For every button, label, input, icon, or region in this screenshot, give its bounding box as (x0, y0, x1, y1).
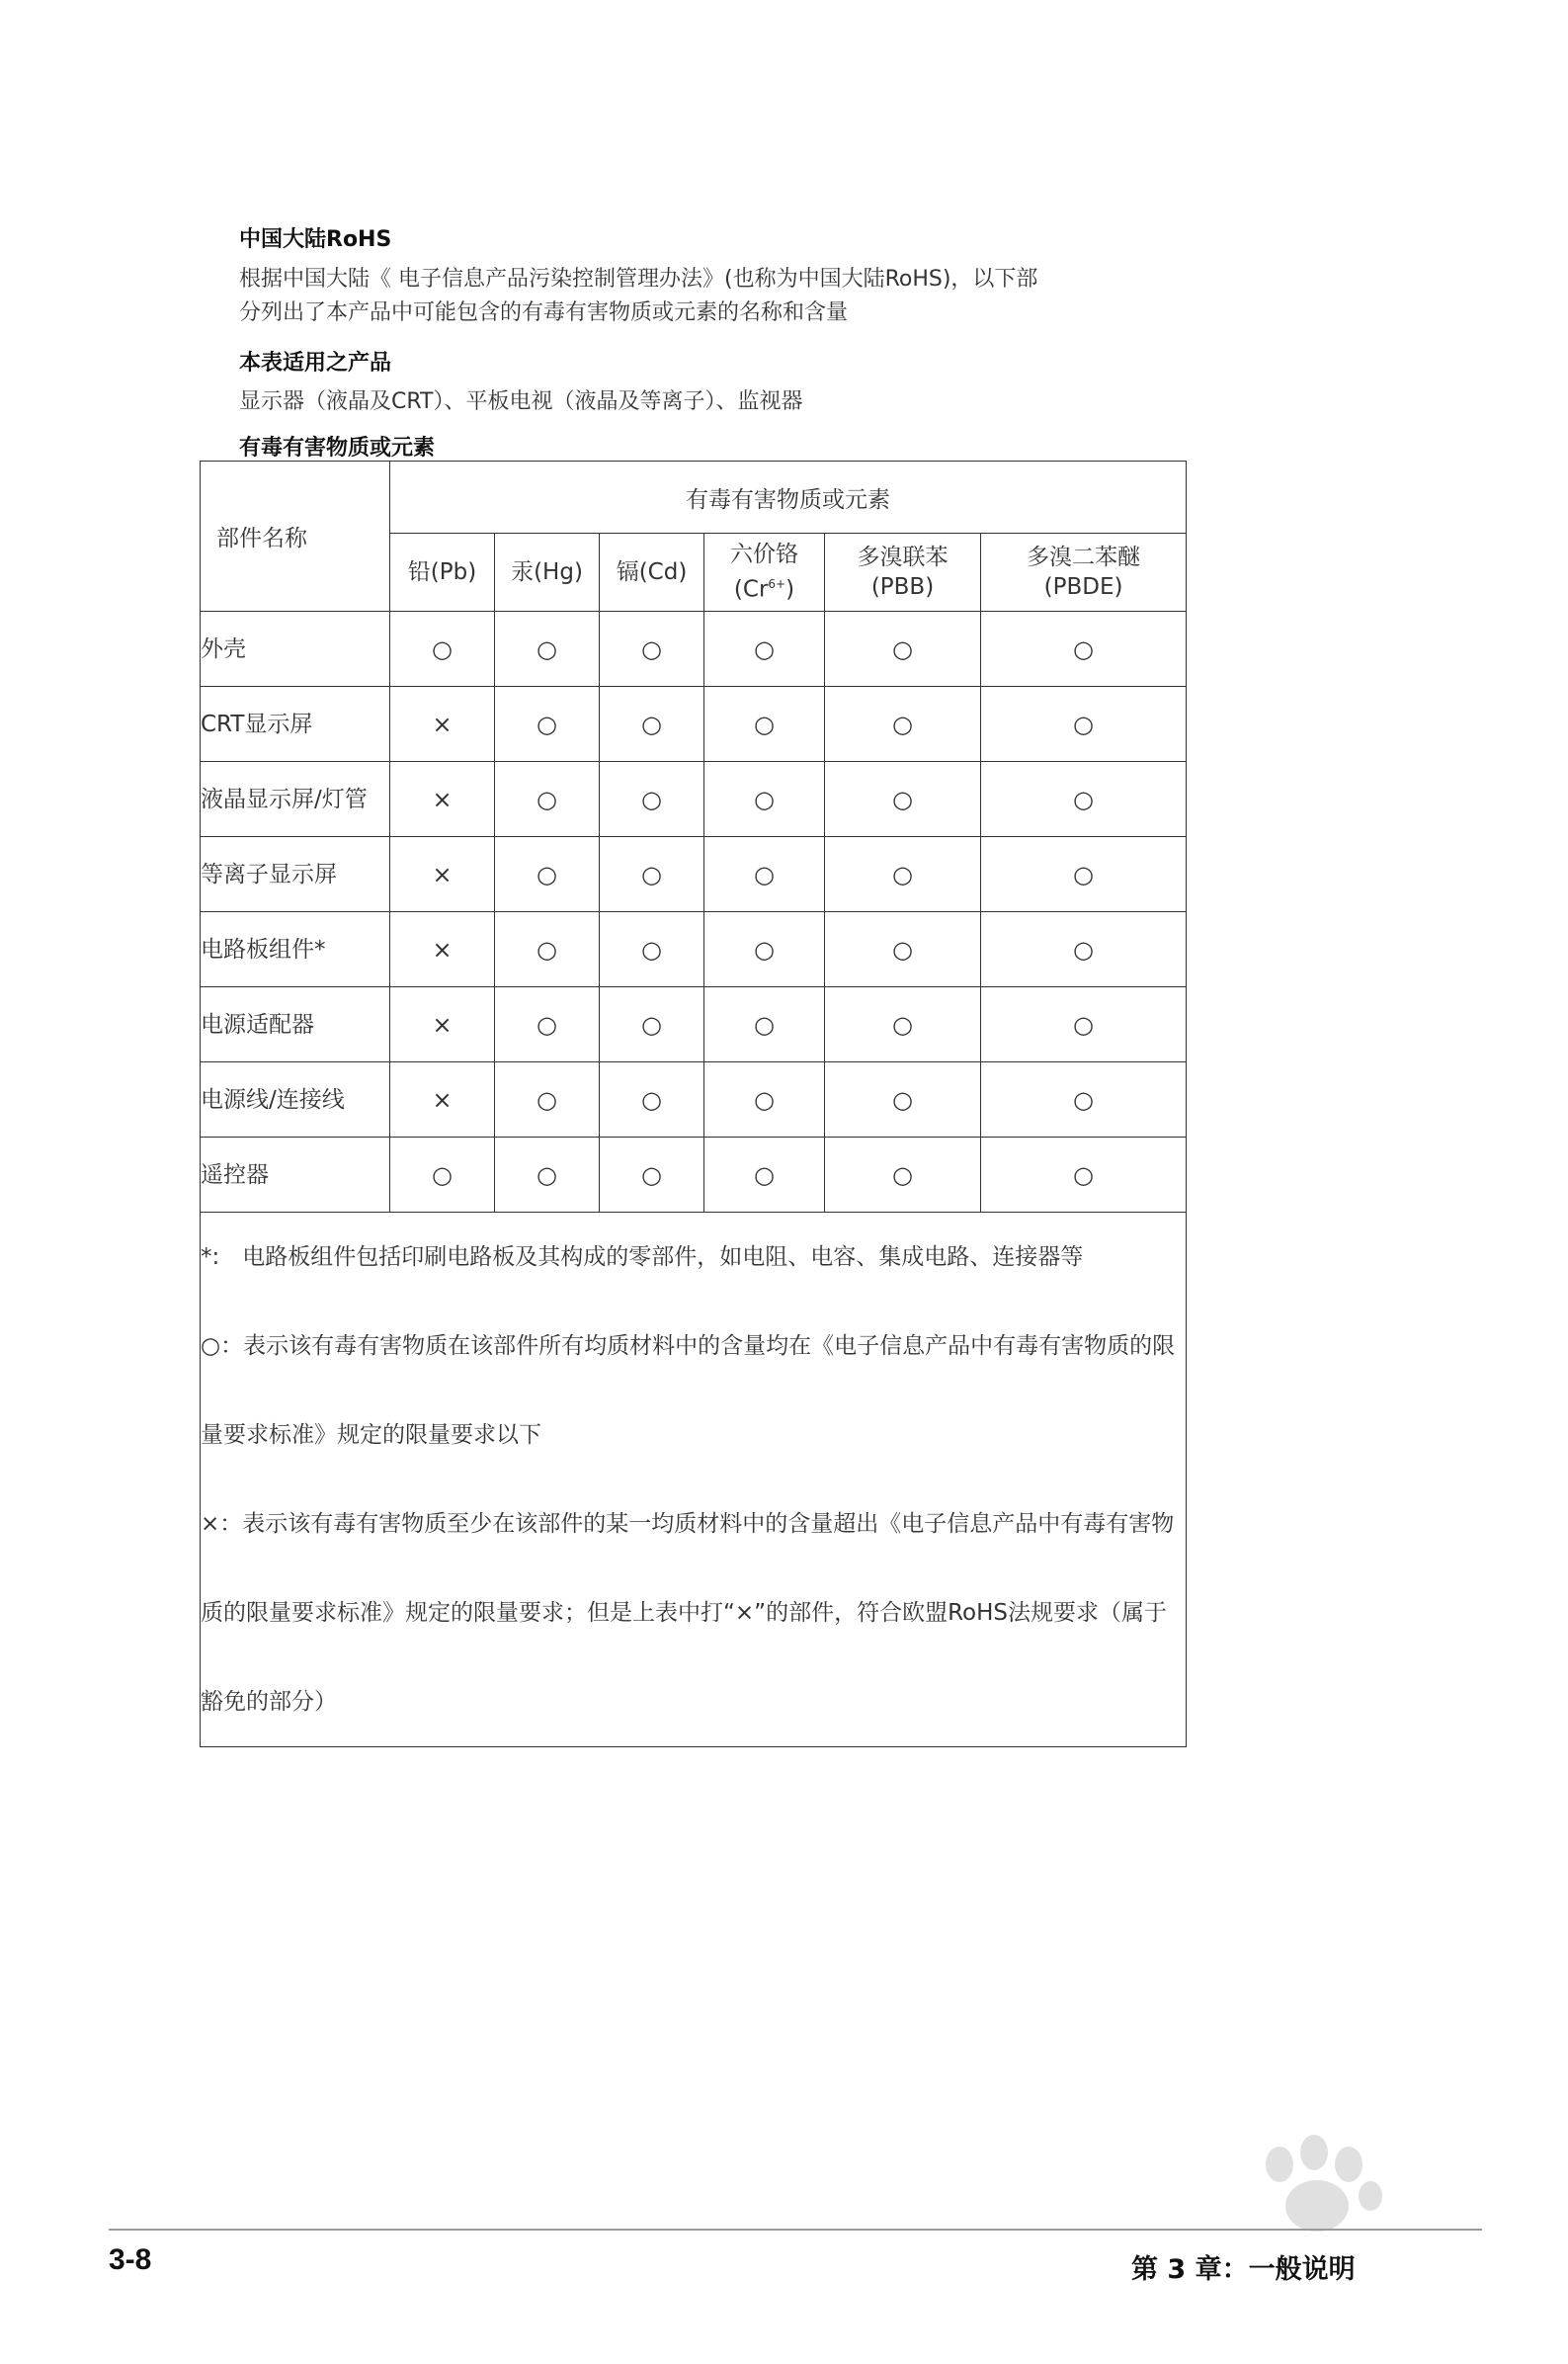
compliance-mark-cell: ○ (825, 1138, 981, 1213)
substance-formula (704, 569, 824, 605)
compliance-mark-cell: × (390, 912, 495, 987)
compliance-mark-cell: ○ (704, 1062, 825, 1138)
table-notes (201, 1213, 1187, 1747)
baidu-jingyan-watermark (1112, 2125, 1507, 2322)
formula-text: (PBDE) (1043, 574, 1123, 600)
part-name-cell: 电源适配器 (201, 987, 390, 1062)
substances-header: 有毒有害物质或元素 (390, 462, 1187, 534)
compliance-mark-cell: ○ (704, 912, 825, 987)
compliance-mark-cell: ○ (981, 1062, 1187, 1138)
table-row (201, 1138, 1187, 1213)
paw-logo-icon (1112, 2125, 1507, 2322)
compliance-mark-cell: ○ (600, 612, 704, 687)
compliance-mark-cell: × (390, 1062, 495, 1138)
substance-name: 铅(Pb) (407, 559, 477, 585)
compliance-mark-cell: ○ (495, 837, 600, 912)
applicable-heading: 本表适用之产品 (239, 351, 392, 376)
compliance-mark-cell: ○ (825, 762, 981, 837)
compliance-mark-cell: ○ (600, 912, 704, 987)
applicable-products: 显示器（液晶及CRT）、平板电视（液晶及等离子）、监视器 (239, 389, 803, 414)
substance-name: 多溴联苯 (857, 545, 949, 570)
substance-header-1 (390, 534, 495, 612)
table-row (201, 837, 1187, 912)
compliance-mark-cell: ○ (704, 762, 825, 837)
substance-name: 多溴二苯醚 (1027, 545, 1141, 570)
intro-line-2: 分列出了本产品中可能包含的有毒有害物质或元素的名称和含量 (239, 300, 849, 325)
part-name-cell: CRT显示屏 (201, 687, 390, 762)
page-number: 3-8 (109, 2243, 152, 2276)
substance-header-4 (704, 534, 825, 612)
substance-header-3 (600, 534, 704, 612)
part-name-cell: 遥控器 (201, 1138, 390, 1213)
part-name-cell: 外壳 (201, 612, 390, 687)
footer-divider (109, 2229, 1482, 2231)
compliance-mark-cell: ○ (825, 987, 981, 1062)
substance-name: 六价铬 (730, 542, 798, 568)
compliance-mark-cell: ○ (981, 612, 1187, 687)
substance-name: 汞(Hg) (511, 559, 583, 585)
compliance-mark-cell: ○ (495, 612, 600, 687)
compliance-mark-cell: ○ (600, 1062, 704, 1138)
compliance-mark-cell: ○ (704, 612, 825, 687)
table-row (201, 762, 1187, 837)
table-note-2: ○：表示该有毒有害物质在该部件所有均质材料中的含量均在《电子信息产品中有毒有害物质的限量要求标准》规定的限量要求以下 (201, 1333, 1176, 1448)
table-row (201, 612, 1187, 687)
formula-text: (PBB) (870, 574, 935, 600)
compliance-mark-cell: ○ (495, 687, 600, 762)
compliance-mark-cell: ○ (981, 987, 1187, 1062)
compliance-mark-cell: ○ (390, 612, 495, 687)
compliance-mark-cell: ○ (704, 1138, 825, 1213)
compliance-mark-cell: ○ (704, 687, 825, 762)
compliance-mark-cell: ○ (600, 1138, 704, 1213)
compliance-mark-cell: × (390, 762, 495, 837)
section-title: 中国大陆RoHS (239, 227, 392, 252)
table-note-3: ×：表示该有毒有害物质至少在该部件的某一均质材料中的含量超出《电子信息产品中有毒有害物质的限量要求标准》规定的限量要求；但是上表中打“×”的部件，符合欧盟RoHS法规要求（属于豁免的部分） (201, 1511, 1175, 1715)
compliance-mark-cell: ○ (981, 1138, 1187, 1213)
compliance-mark-cell: × (390, 987, 495, 1062)
compliance-mark-cell: ○ (825, 612, 981, 687)
compliance-mark-cell: ○ (825, 912, 981, 987)
compliance-mark-cell: ○ (704, 837, 825, 912)
table-note-1: *: 电路板组件包括印刷电路板及其构成的零部件，如电阻、电容、集成电路、连接器等 (201, 1244, 1084, 1270)
part-name-cell: 液晶显示屏/灯管 (201, 762, 390, 837)
chapter-title: 第 3 章：一般说明 (1131, 2254, 1356, 2285)
part-name-header: 部件名称 (201, 462, 390, 612)
table-row (201, 687, 1187, 762)
compliance-mark-cell: ○ (825, 837, 981, 912)
substance-formula (825, 572, 980, 602)
rohs-table (200, 461, 1187, 1747)
compliance-mark-cell: ○ (981, 687, 1187, 762)
substance-header-2 (495, 534, 600, 612)
compliance-mark-cell: ○ (825, 1062, 981, 1138)
part-name-cell: 电源线/连接线 (201, 1062, 390, 1138)
table-heading: 有毒有害物质或元素 (239, 436, 436, 461)
compliance-mark-cell: ○ (495, 912, 600, 987)
compliance-mark-cell: ○ (495, 1062, 600, 1138)
compliance-mark-cell: ○ (981, 912, 1187, 987)
compliance-mark-cell: ○ (981, 837, 1187, 912)
compliance-mark-cell: × (390, 687, 495, 762)
compliance-mark-cell: ○ (495, 762, 600, 837)
intro-paragraph (239, 263, 1188, 330)
substance-header-6 (981, 534, 1187, 612)
compliance-mark-cell: ○ (704, 987, 825, 1062)
table-body (201, 612, 1187, 1213)
table-row (201, 987, 1187, 1062)
formula-tail: ) (785, 576, 795, 603)
part-name-cell: 等离子显示屏 (201, 837, 390, 912)
compliance-mark-cell: ○ (981, 762, 1187, 837)
substance-name: 镉(Cd) (616, 559, 688, 585)
intro-line-1: 根据中国大陆《 电子信息产品污染控制管理办法》(也称为中国大陆RoHS)，以下部 (239, 267, 1038, 292)
compliance-mark-cell: ○ (600, 987, 704, 1062)
compliance-mark-cell: × (390, 837, 495, 912)
formula-superscript: 6+ (768, 577, 786, 592)
compliance-mark-cell: ○ (825, 687, 981, 762)
formula-text: (Cr (733, 576, 769, 603)
part-name-cell: 电路板组件* (201, 912, 390, 987)
compliance-mark-cell: ○ (495, 987, 600, 1062)
compliance-mark-cell: ○ (600, 837, 704, 912)
substance-formula (981, 572, 1186, 602)
compliance-mark-cell: ○ (600, 687, 704, 762)
table-row (201, 1062, 1187, 1138)
compliance-mark-cell: ○ (495, 1138, 600, 1213)
substance-header-5 (825, 534, 981, 612)
compliance-mark-cell: ○ (600, 762, 704, 837)
compliance-mark-cell: ○ (390, 1138, 495, 1213)
table-row (201, 912, 1187, 987)
